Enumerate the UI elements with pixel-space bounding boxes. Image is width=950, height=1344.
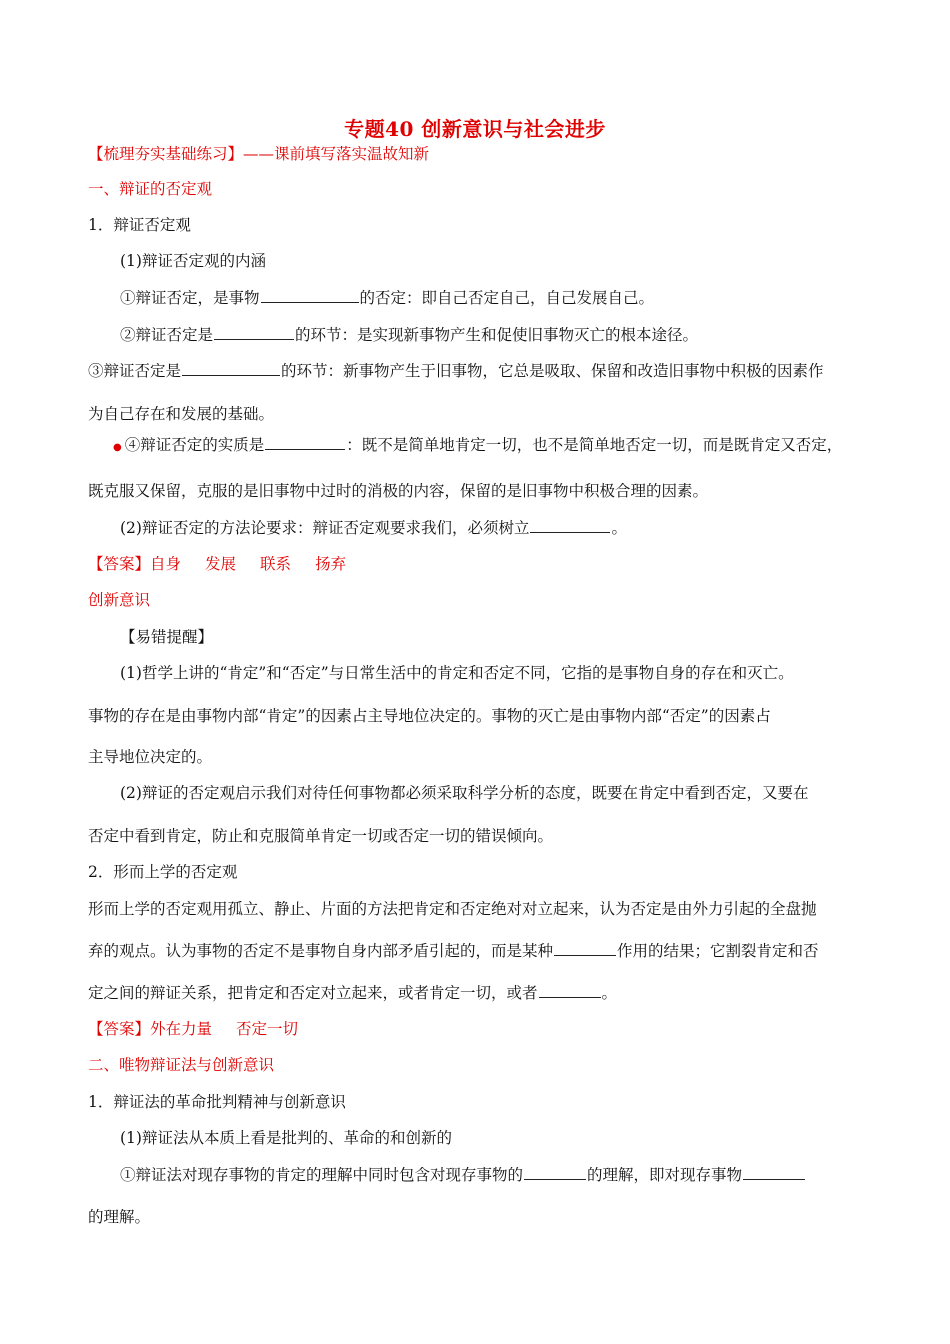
subtitle	[88, 143, 429, 165]
text: 的环节：新事物产生于旧事物，它总是吸取、保留和改造旧事物中积极的因素作	[281, 362, 824, 380]
text: ：既不是简单地肯定一切，也不是简单地否定一切，而是既肯定又否定，	[346, 436, 843, 454]
s2-paragraph-1-cont: 的理解。	[88, 1208, 151, 1226]
metaphysics-para-cont	[88, 940, 819, 962]
fill-blank	[539, 983, 601, 998]
item-2-heading: 2．形而上学的否定观	[88, 863, 238, 881]
method-requirement	[120, 517, 627, 539]
text: ②辩证否定是	[120, 326, 214, 344]
answer-item: 自身	[150, 555, 182, 573]
answer-item: 发展	[205, 555, 237, 573]
innovation-label: 创新意识	[88, 591, 151, 609]
subtitle-bracket: 【梳理夯实基础练习】	[88, 145, 244, 163]
tip-1: (1)哲学上讲的“肯定”和“否定”与日常生活中的肯定和否定不同，它指的是事物自身的存在和灭亡。	[120, 664, 794, 682]
text: 的理解，即对现存事物	[587, 1166, 743, 1184]
paragraph-2	[120, 324, 698, 346]
metaphysics-para-cont2	[88, 982, 617, 1004]
text: ①辩证法对现存事物的肯定的理解中同时包含对现存事物的	[120, 1166, 524, 1184]
tip-2-cont: 否定中看到肯定，防止和克服简单肯定一切或否定一切的错误倾向。	[88, 827, 554, 845]
answer-1	[88, 553, 370, 575]
tip-1-cont: 事物的存在是由事物内部“肯定”的因素占主导地位决定的。事物的灭亡是由事物内部“否定”的因素占	[88, 707, 771, 725]
text: ④辩证否定的实质是	[124, 436, 265, 454]
text: 弃的观点。认为事物的否定不是事物自身内部矛盾引起的，而是某种	[88, 942, 554, 960]
answer-item: 外在力量	[150, 1020, 213, 1038]
text: (2)辩证否定的方法论要求：辩证否定观要求我们，必须树立	[120, 519, 530, 537]
text: 作用的结果；它割裂肯定和否	[617, 942, 819, 960]
paragraph-1	[120, 287, 654, 309]
text: 的环节：是实现新事物产生和促使旧事物灭亡的根本途径。	[295, 326, 699, 344]
paragraph-4-cont: 既克服又保留，克服的是旧事物中过时的消极的内容，保留的是旧事物中积极合理的因素。	[88, 482, 709, 500]
fill-blank	[530, 518, 610, 533]
paragraph-3-cont: 为自己存在和发展的基础。	[88, 405, 275, 423]
fill-blank	[524, 1165, 586, 1180]
fill-blank	[214, 325, 294, 340]
section-heading-1: 一、辩证的否定观	[88, 180, 213, 198]
paragraph-3	[88, 360, 824, 382]
text: 定之间的辩证关系，把肯定和否定对立起来，或者肯定一切，或者	[88, 984, 538, 1002]
answer-item: 扬弃	[315, 555, 347, 573]
answer-label: 【答案】	[88, 555, 151, 573]
paragraph-4	[113, 434, 842, 459]
text: ③辩证否定是	[88, 362, 182, 380]
tip-label: 【易错提醒】	[120, 628, 214, 646]
tip-1-cont2: 主导地位决定的。	[88, 748, 213, 766]
text: 。	[601, 984, 618, 1002]
text: ①辩证否定，是事物	[120, 289, 260, 307]
tip-2: (2)辩证的否定观启示我们对待任何事物都必须采取科学分析的态度，既要在肯定中看到否定，又要在	[120, 784, 809, 802]
answer-label: 【答案】	[88, 1020, 151, 1038]
fill-blank	[182, 361, 280, 376]
item-1-heading: 1．辩证否定观	[88, 216, 191, 234]
fill-blank	[261, 288, 359, 303]
section-heading-2: 二、唯物辩证法与创新意识	[88, 1056, 275, 1074]
answer-item: 联系	[260, 555, 292, 573]
answer-2	[88, 1018, 322, 1040]
fill-blank	[554, 941, 616, 956]
metaphysics-para: 形而上学的否定观用孤立、静止、片面的方法把肯定和否定绝对对立起来，认为否定是由外力引起的全盘抛	[88, 900, 817, 918]
s2-item-1-heading: 1．辩证法的革命批判精神与创新意识	[88, 1093, 346, 1111]
bullet-dot-icon: ●	[113, 442, 122, 453]
fill-blank	[743, 1165, 805, 1180]
s2-paragraph-1	[120, 1164, 806, 1186]
text: 的否定：即自己否定自己，自己发展自己。	[359, 289, 655, 307]
page-title: 专题40 创新意识与社会进步	[344, 117, 606, 141]
sub-heading-1: (1)辩证否定观的内涵	[120, 252, 266, 270]
answer-item: 否定一切	[236, 1020, 299, 1038]
s2-sub-heading-1: (1)辩证法从本质上看是批判的、革命的和创新的	[120, 1129, 452, 1147]
fill-blank	[265, 435, 345, 450]
text: 。	[611, 519, 627, 537]
subtitle-rest: ——课前填写落实温故知新	[243, 145, 430, 163]
